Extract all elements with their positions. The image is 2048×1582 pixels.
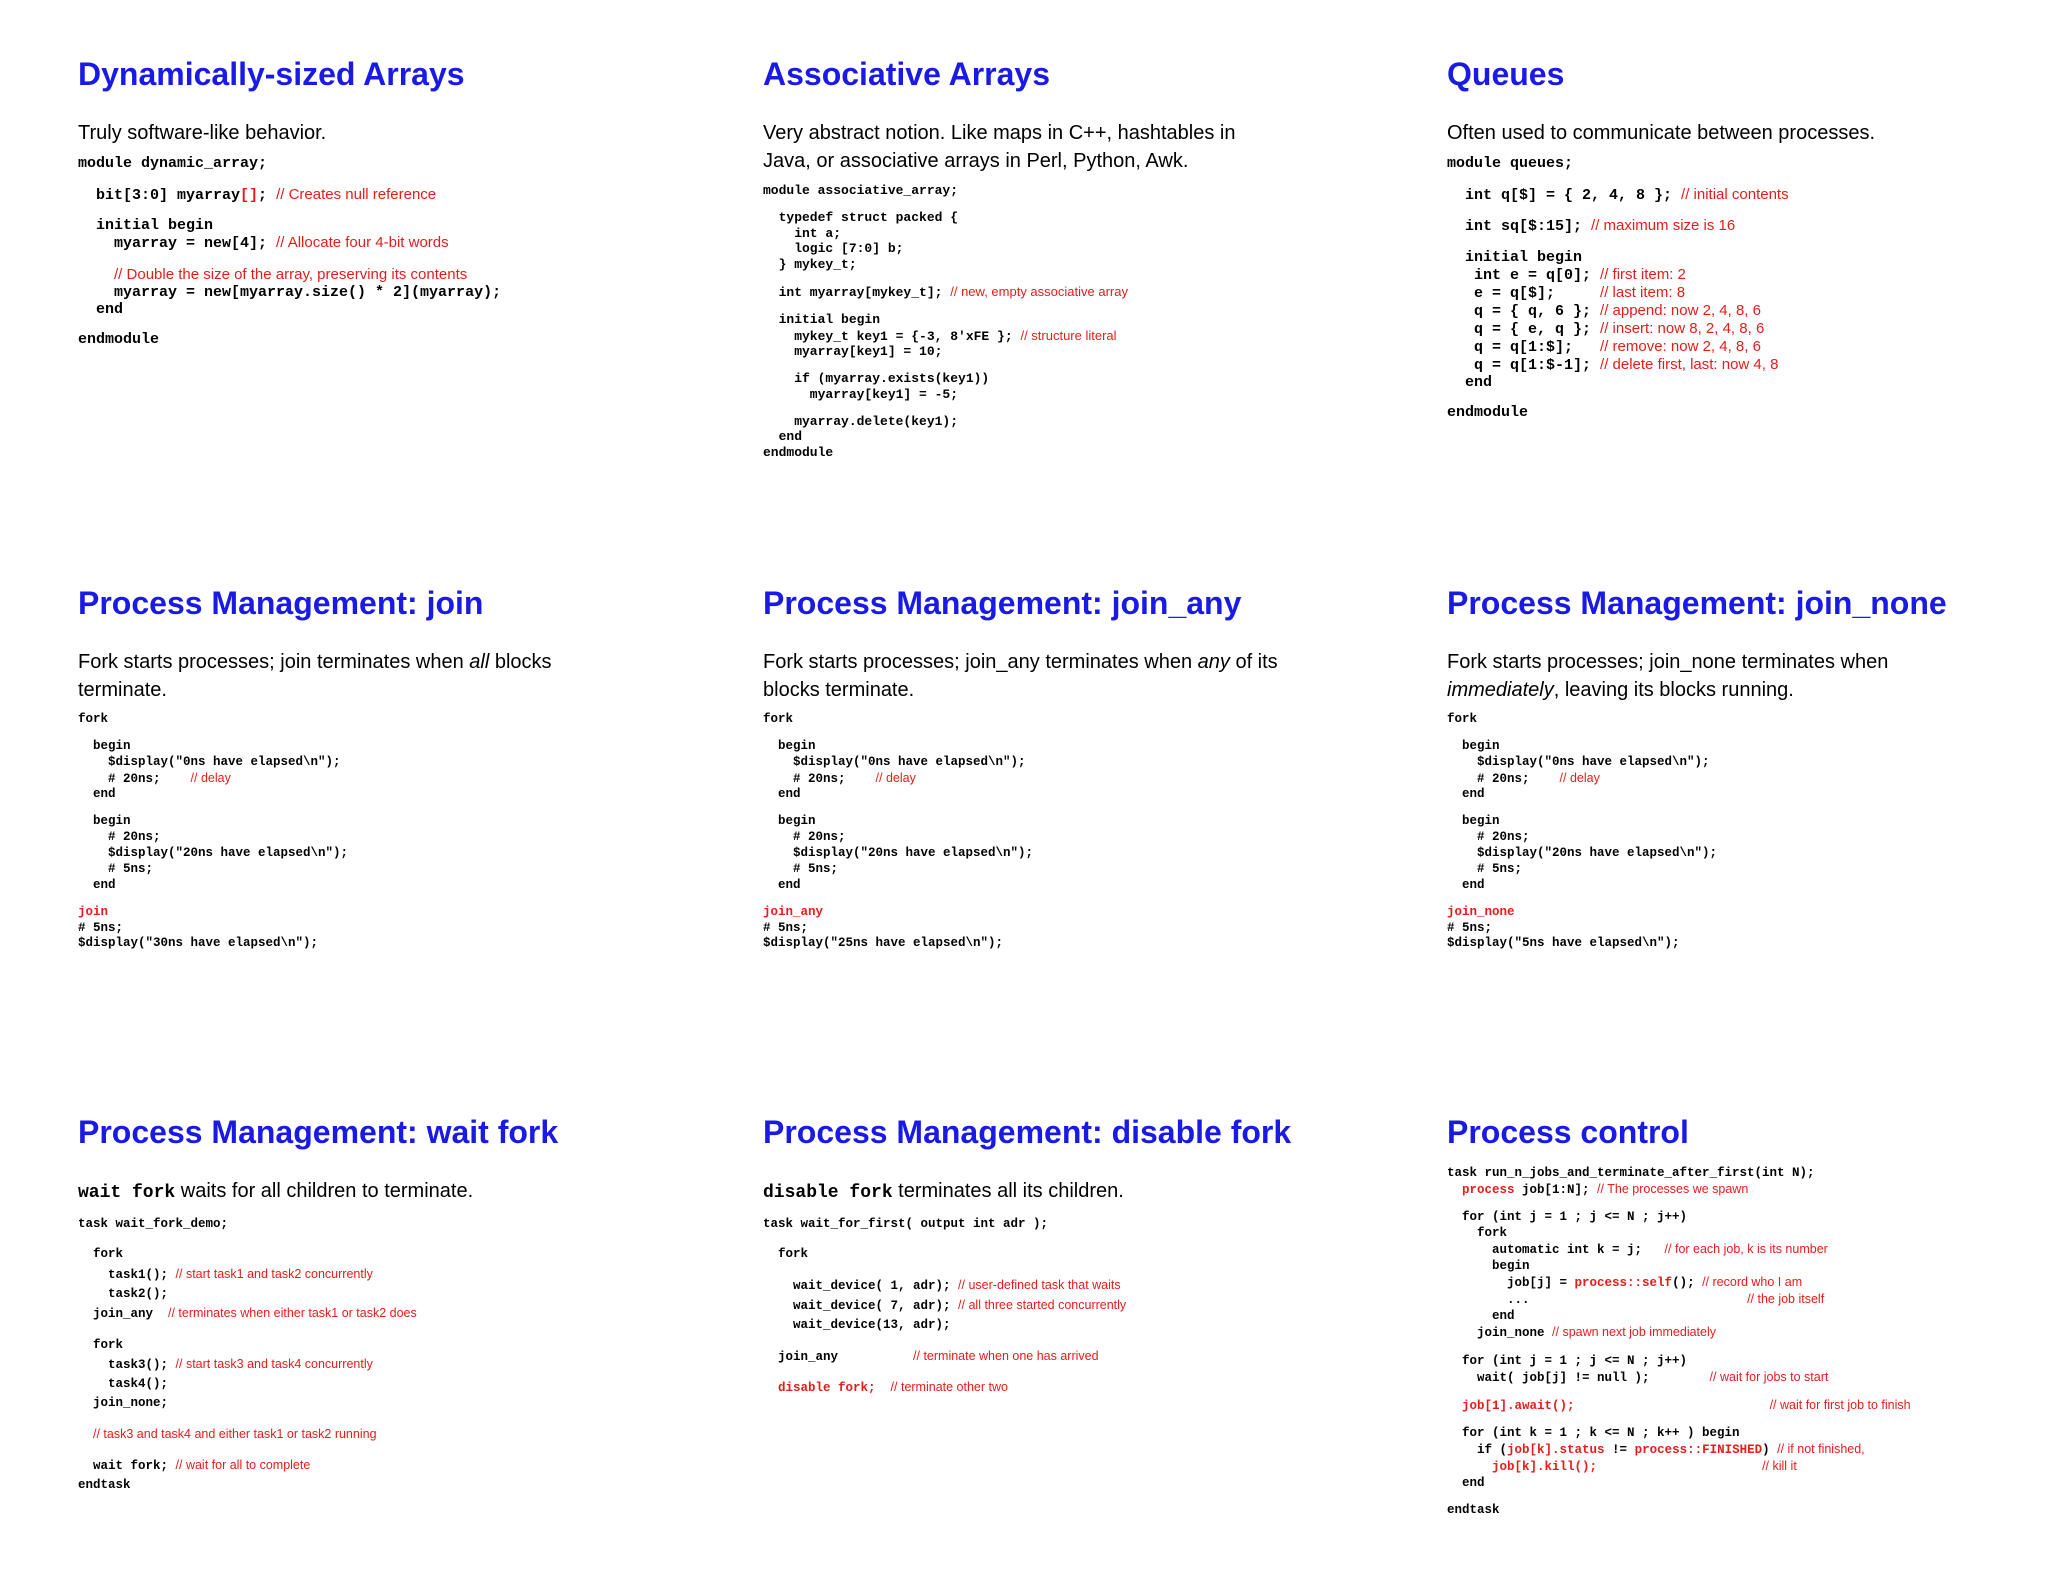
code-text: q = { q, 6 }; bbox=[1447, 302, 1601, 320]
code-text: task run_n_jobs_and_terminate_after_first(int N); bbox=[1447, 1166, 1815, 1180]
code-comment: // first item: 2 bbox=[1600, 265, 1686, 283]
code-text: if (myarray.exists(key1)) bbox=[763, 371, 990, 387]
code-text: ... bbox=[1447, 1293, 1748, 1308]
code-text: automatic int k = j; bbox=[1447, 1243, 1665, 1258]
code-text: task1(); bbox=[78, 1267, 176, 1282]
slide-disable-fork bbox=[763, 1113, 1423, 1398]
slide-description: wait fork waits for all children to terminate. bbox=[78, 1180, 474, 1203]
code-text: wait fork; bbox=[78, 1459, 176, 1474]
code-text: begin bbox=[763, 814, 816, 829]
code-text: initial begin bbox=[763, 312, 881, 328]
slide-description: Fork starts processes; join_none terminates when immediately, leaving its blocks running. bbox=[1447, 651, 1889, 701]
slide-description: disable fork terminates all its children. bbox=[763, 1180, 1124, 1203]
code-comment: // structure literal bbox=[1020, 327, 1117, 343]
slide-wait-fork bbox=[78, 1113, 738, 1495]
code-text bbox=[1447, 1460, 1492, 1474]
code-keyword: join_none bbox=[1447, 904, 1515, 919]
code-block bbox=[763, 183, 1423, 460]
code-block bbox=[78, 1215, 738, 1495]
code-comment: // Allocate four 4-bit words bbox=[276, 234, 449, 251]
code-comment: // insert: now 8, 2, 4, 8, 6 bbox=[1600, 319, 1765, 337]
code-text: begin bbox=[78, 739, 131, 754]
code-text: task wait_fork_demo; bbox=[78, 1217, 229, 1231]
code-comment: // remove: now 2, 4, 8, 6 bbox=[1600, 337, 1761, 355]
code-text bbox=[78, 267, 114, 284]
code-text: $display("25ns have elapsed\n"); bbox=[763, 936, 1004, 951]
code-text bbox=[1575, 1399, 1770, 1413]
slide-queues bbox=[1447, 55, 2048, 421]
code-text: != bbox=[1604, 1443, 1635, 1457]
code-text: int a; bbox=[763, 225, 842, 241]
code-text: # 20ns; bbox=[1447, 771, 1560, 786]
code-text: # 5ns; bbox=[78, 920, 124, 935]
code-text: task wait_for_first( output int adr ); bbox=[763, 1217, 1049, 1231]
code-text: job[j] = bbox=[1447, 1276, 1575, 1291]
code-text: task4(); bbox=[78, 1376, 169, 1391]
code-block bbox=[78, 712, 738, 952]
slide-description: Fork starts processes; join terminates when all blocks terminate. bbox=[78, 651, 552, 701]
code-keyword: job[k].kill(); bbox=[1492, 1460, 1598, 1474]
code-text: q = { e, q }; bbox=[1447, 320, 1601, 338]
code-keyword: process::FINISHED bbox=[1634, 1443, 1763, 1457]
code-text: fork bbox=[78, 1247, 124, 1262]
code-keyword: join_any bbox=[763, 904, 824, 919]
code-comment: // last item: 8 bbox=[1600, 283, 1686, 301]
code-comment: // new, empty associative array bbox=[950, 283, 1128, 299]
code-block bbox=[78, 155, 738, 348]
code-text bbox=[1597, 1460, 1762, 1474]
code-keyword: job[1].await(); bbox=[1447, 1398, 1575, 1413]
code-text: int sq[$:15]; bbox=[1447, 218, 1592, 235]
code-text: end bbox=[78, 787, 116, 802]
code-comment: // maximum size is 16 bbox=[1591, 217, 1736, 234]
code-keyword: join bbox=[78, 904, 109, 919]
code-comment: // for each job, k is its number bbox=[1664, 1242, 1828, 1257]
code-text: fork bbox=[763, 1247, 809, 1262]
code-comment: // record who I am bbox=[1702, 1275, 1803, 1290]
code-comment: // terminate other two bbox=[890, 1380, 1008, 1395]
code-text: ; bbox=[258, 186, 277, 204]
slide-title: Process Management: disable fork bbox=[763, 1114, 1292, 1150]
code-text: end bbox=[1447, 1309, 1515, 1324]
code-text: end bbox=[78, 877, 116, 892]
code-text: # 20ns; bbox=[78, 830, 161, 845]
slide-title: Queues bbox=[1447, 56, 1565, 92]
code-text: $display("5ns have elapsed\n"); bbox=[1447, 936, 1680, 951]
code-text: for (int j = 1 ; j <= N ; j++) bbox=[1447, 1353, 1688, 1368]
code-block bbox=[763, 1215, 1423, 1398]
code-text: mykey_t key1 = {-3, 8'xFE }; bbox=[763, 328, 1021, 344]
code-text: # 5ns; bbox=[1447, 861, 1523, 876]
code-comment: // initial contents bbox=[1681, 185, 1789, 203]
code-text: # 20ns; bbox=[78, 771, 191, 786]
code-comment: // delay bbox=[1559, 770, 1600, 785]
code-text: wait_device(13, adr); bbox=[763, 1318, 951, 1333]
code-text: join_none; bbox=[78, 1396, 169, 1411]
code-text: e = q[$]; bbox=[1447, 284, 1601, 302]
code-text: myarray.delete(key1); bbox=[763, 413, 959, 429]
code-text: wait( job[j] != null ); bbox=[1447, 1370, 1710, 1385]
code-comment: // user-defined task that waits bbox=[958, 1277, 1121, 1292]
code-text: $display("0ns have elapsed\n"); bbox=[78, 754, 341, 769]
code-text: } mykey_t; bbox=[763, 256, 857, 272]
code-text: end bbox=[763, 877, 801, 892]
code-text: task2(); bbox=[78, 1286, 169, 1301]
code-comment: // Double the size of the array, preserving its contents bbox=[114, 265, 468, 283]
code-text: module associative_array; bbox=[763, 183, 959, 198]
code-text: endtask bbox=[78, 1478, 131, 1493]
code-text: int e = q[0]; bbox=[1447, 266, 1601, 284]
slide-description: Very abstract notion. Like maps in C++, hashtables in Java, or associative arrays in Perl, Python, Awk. bbox=[763, 122, 1236, 172]
code-text: $display("20ns have elapsed\n"); bbox=[78, 846, 349, 861]
code-text: # 5ns; bbox=[78, 861, 154, 876]
code-text: fork bbox=[1447, 712, 1478, 726]
code-text: q = q[1:$-1]; bbox=[1447, 356, 1601, 374]
code-text: logic [7:0] b; bbox=[763, 241, 904, 257]
code-comment: // start task3 and task4 concurrently bbox=[175, 1356, 373, 1371]
code-text bbox=[1447, 1183, 1462, 1197]
code-text: # 20ns; bbox=[763, 830, 846, 845]
code-block bbox=[1447, 155, 2048, 421]
code-comment: // wait for all to complete bbox=[175, 1458, 311, 1473]
code-text: join_any bbox=[763, 1349, 914, 1364]
code-text: begin bbox=[1447, 739, 1500, 754]
code-keyword: job[k].status bbox=[1507, 1443, 1605, 1457]
code-text bbox=[876, 1381, 891, 1395]
code-text: begin bbox=[1447, 1259, 1530, 1274]
code-comment: // wait for first job to finish bbox=[1769, 1397, 1911, 1412]
code-comment: // kill it bbox=[1762, 1459, 1797, 1473]
code-text: fork bbox=[1447, 1226, 1508, 1241]
code-text: q = q[1:$]; bbox=[1447, 338, 1601, 356]
code-text: end bbox=[1447, 1476, 1485, 1490]
code-text: endtask bbox=[1447, 1503, 1500, 1518]
code-comment: // terminate when one has arrived bbox=[913, 1348, 1099, 1363]
code-keyword: process::self bbox=[1574, 1276, 1673, 1291]
slide-title: Process Management: join_any bbox=[763, 585, 1242, 621]
code-text: end bbox=[1447, 373, 1493, 391]
code-text: endmodule bbox=[1447, 404, 1529, 421]
code-text: endmodule bbox=[78, 331, 160, 348]
slide-join-any bbox=[763, 584, 1423, 952]
code-keyword: process bbox=[1462, 1183, 1515, 1197]
code-comment: // start task1 and task2 concurrently bbox=[175, 1266, 373, 1281]
code-text bbox=[78, 1428, 93, 1442]
code-comment: // The processes we spawn bbox=[1597, 1182, 1749, 1196]
code-comment: // append: now 2, 4, 8, 6 bbox=[1600, 301, 1761, 319]
code-text: bit[3:0] myarray bbox=[78, 186, 241, 204]
code-text: myarray[key1] = 10; bbox=[763, 344, 943, 360]
slide-title: Process Management: join_none bbox=[1447, 585, 1947, 621]
code-text: endmodule bbox=[763, 444, 834, 460]
code-comment: // terminates when either task1 or task2 does bbox=[168, 1306, 417, 1321]
code-text: int q[$] = { 2, 4, 8 }; bbox=[1447, 186, 1682, 204]
code-text: join_none bbox=[1447, 1326, 1553, 1341]
code-text: myarray = new[myarray.size() * 2](myarray); bbox=[78, 283, 502, 301]
code-text: wait_device( 7, adr); bbox=[763, 1299, 959, 1314]
code-text: begin bbox=[1447, 814, 1500, 829]
code-text: join_any bbox=[78, 1307, 169, 1322]
code-comment: // wait for jobs to start bbox=[1709, 1369, 1829, 1384]
code-comment: // spawn next job immediately bbox=[1552, 1325, 1716, 1340]
slide-description: Often used to communicate between processes. bbox=[1447, 122, 1876, 144]
code-text: end bbox=[1447, 877, 1485, 892]
code-text: typedef struct packed { bbox=[763, 210, 959, 226]
code-block bbox=[763, 712, 1423, 952]
slide-associative-arrays bbox=[763, 55, 1423, 460]
code-text: task3(); bbox=[78, 1357, 176, 1372]
code-text: (); bbox=[1672, 1276, 1703, 1291]
code-comment: // task3 and task4 and either task1 or task2 running bbox=[93, 1426, 377, 1441]
slide-title: Process Management: wait fork bbox=[78, 1114, 559, 1150]
slide-join-none bbox=[1447, 584, 2048, 952]
code-block bbox=[1447, 1165, 2048, 1518]
code-text: ) bbox=[1762, 1443, 1778, 1457]
code-text: myarray = new[4]; bbox=[78, 235, 277, 252]
code-text: wait_device( 1, adr); bbox=[763, 1278, 959, 1293]
code-text: if ( bbox=[1447, 1443, 1508, 1457]
code-text: end bbox=[763, 787, 801, 802]
code-text: $display("0ns have elapsed\n"); bbox=[1447, 754, 1710, 769]
code-text: # 5ns; bbox=[763, 920, 809, 935]
code-text: myarray[key1] = -5; bbox=[763, 386, 959, 402]
slide-title: Associative Arrays bbox=[763, 56, 1050, 92]
code-text: module dynamic_array; bbox=[78, 155, 268, 172]
code-text: for (int k = 1 ; k <= N ; k++ ) begin bbox=[1447, 1426, 1740, 1440]
code-text: # 20ns; bbox=[763, 771, 876, 786]
code-text: begin bbox=[78, 814, 131, 829]
code-text: # 20ns; bbox=[1447, 830, 1530, 845]
code-comment: // delay bbox=[190, 770, 231, 785]
code-text: end bbox=[78, 300, 124, 318]
code-text: $display("20ns have elapsed\n"); bbox=[763, 846, 1034, 861]
slide-dynamic-arrays bbox=[78, 55, 738, 348]
code-comment: // Creates null reference bbox=[276, 185, 437, 203]
code-text: # 5ns; bbox=[1447, 920, 1493, 935]
slide-process-control bbox=[1447, 1113, 2048, 1518]
code-comment: // the job itself bbox=[1747, 1292, 1825, 1307]
code-text: int myarray[mykey_t]; bbox=[763, 284, 951, 300]
slide-title: Process control bbox=[1447, 1114, 1689, 1150]
code-text: $display("0ns have elapsed\n"); bbox=[763, 754, 1026, 769]
code-comment: // all three started concurrently bbox=[958, 1298, 1127, 1313]
code-text: fork bbox=[763, 712, 794, 726]
code-text: # 5ns; bbox=[763, 861, 839, 876]
code-text: end bbox=[763, 429, 803, 445]
code-text: $display("30ns have elapsed\n"); bbox=[78, 936, 319, 951]
slide-title: Dynamically-sized Arrays bbox=[78, 56, 465, 92]
code-block bbox=[1447, 712, 2048, 952]
code-text: begin bbox=[763, 739, 816, 754]
code-text: job[1:N]; bbox=[1514, 1183, 1598, 1197]
code-text: $display("20ns have elapsed\n"); bbox=[1447, 846, 1718, 861]
code-keyword: [] bbox=[240, 186, 259, 204]
slide-join bbox=[78, 584, 738, 952]
code-text: module queues; bbox=[1447, 155, 1574, 172]
slide-description: Truly software-like behavior. bbox=[78, 122, 327, 144]
code-text: for (int j = 1 ; j <= N ; j++) bbox=[1447, 1210, 1688, 1225]
code-text: initial begin bbox=[78, 217, 214, 234]
code-text: end bbox=[1447, 787, 1485, 802]
code-text: initial begin bbox=[1447, 248, 1583, 266]
code-text: fork bbox=[78, 1337, 124, 1352]
slide-description: Fork starts processes; join_any terminates when any of its blocks terminate. bbox=[763, 651, 1278, 701]
code-comment: // delete first, last: now 4, 8 bbox=[1600, 355, 1779, 373]
code-comment: // delay bbox=[875, 770, 916, 785]
code-text: fork bbox=[78, 712, 109, 726]
code-keyword: disable fork; bbox=[763, 1381, 876, 1396]
slide-title: Process Management: join bbox=[78, 585, 484, 621]
code-comment: // if not finished, bbox=[1777, 1442, 1865, 1456]
